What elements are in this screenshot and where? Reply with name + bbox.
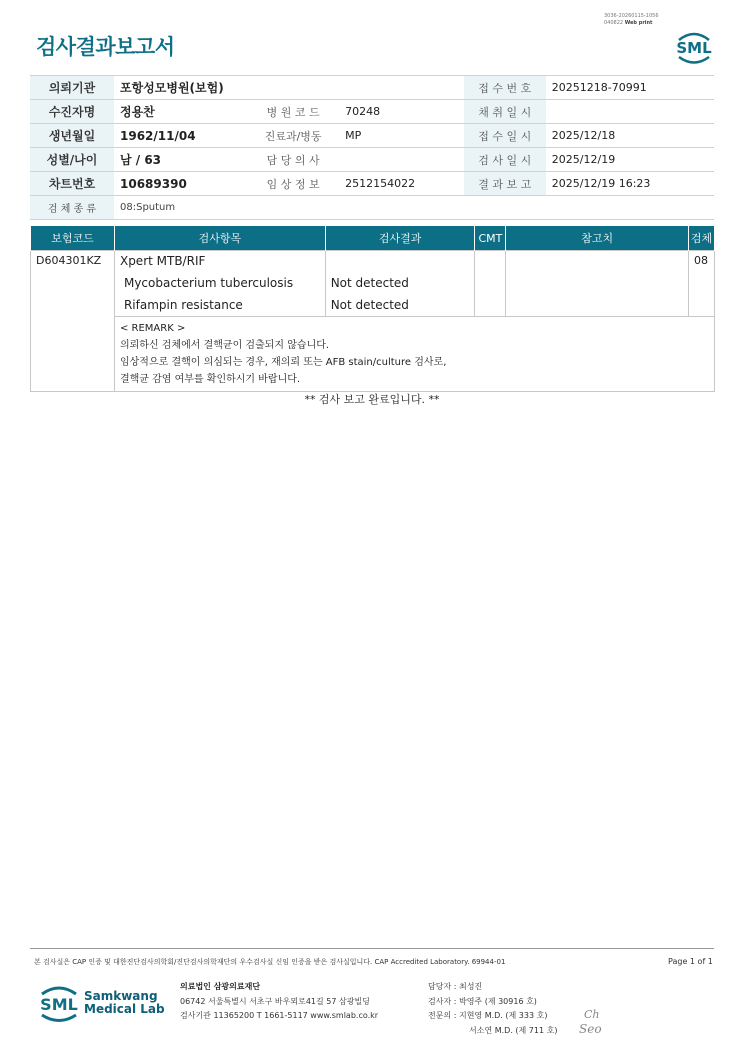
receipt-date-label: 접 수 일 시 — [464, 124, 546, 148]
patient-info-table — [30, 75, 714, 220]
staff-line: 담당자 : 최성진 — [428, 982, 483, 991]
receipt-no-label: 접 수 번 호 — [464, 76, 546, 100]
sml-logo-text: SML — [676, 39, 712, 57]
receipt-no-value: 20251218-70991 — [546, 76, 714, 100]
clinical-label: 임 상 정 보 — [247, 172, 339, 196]
col-cmt: CMT — [475, 226, 506, 251]
table-row — [31, 294, 715, 317]
item-name: Rifampin resistance — [114, 294, 325, 317]
accreditation-note: 본 검사실은 CAP 인증 및 대한진단검사의학회/진단검사의학재단의 우수검사실 신임 인증을 받은 검사실입니다. CAP Accredited Laboratory. 69944-01 — [34, 958, 506, 966]
print-id-prefix: 040822 — [604, 20, 624, 26]
brand-line2: Medical Lab — [84, 1002, 165, 1016]
requester-value: 포항성모병원(보험) — [114, 76, 464, 100]
remark-line: 결핵균 감염 여부를 확인하시기 바랍니다. — [119, 374, 301, 385]
staff-line: 전문의 : 지현영 M.D. (제 333 호) — [428, 1011, 548, 1020]
staff-line: 서소연 M.D. (제 711 호) — [469, 1025, 558, 1035]
table-row — [31, 251, 715, 273]
col-test-result: 검사결과 — [325, 226, 475, 251]
specimen-code: 08 — [688, 251, 714, 273]
col-insurance-code: 보험코드 — [31, 226, 115, 251]
signature: Seo — [579, 1022, 602, 1036]
remark-row — [31, 317, 715, 392]
receipt-date-value: 2025/12/18 — [546, 124, 714, 148]
item-result: Not detected — [325, 272, 475, 294]
sml-logo-icon — [36, 980, 82, 1026]
insurance-code: D604301KZ — [31, 251, 115, 273]
requester-label: 의뢰기관 — [30, 76, 114, 100]
org-address: 06742 서울특별시 서초구 바우뫼로41길 57 삼광빌딩 — [180, 996, 370, 1006]
clinical-value: 2512154022 — [339, 172, 464, 196]
print-id — [604, 13, 659, 27]
dept-label: 진료과/병동 — [247, 124, 339, 148]
test-name: Xpert MTB/RIF — [114, 251, 325, 273]
test-date-label: 검 사 일 시 — [464, 148, 546, 172]
sex-age-value: 남 / 63 — [114, 148, 247, 172]
hospital-code-label: 병 원 코 드 — [247, 100, 339, 124]
doctor-value — [339, 148, 464, 172]
chart-no-value: 10689390 — [114, 172, 247, 196]
patient-name-value: 정용찬 — [114, 100, 247, 124]
remark-line: 임상적으로 결핵이 의심되는 경우, 재의뢰 또는 AFB stain/culture 검사로, — [119, 357, 447, 368]
results-table — [30, 225, 715, 392]
doctor-label: 담 당 의 사 — [247, 148, 339, 172]
page-number: Page 1 of 1 — [668, 957, 713, 966]
birth-value: 1962/11/04 — [114, 124, 247, 148]
page-title: 검사결과보고서 — [36, 35, 175, 59]
item-name: Mycobacterium tuberculosis — [114, 272, 325, 294]
remark-title: < REMARK > — [119, 323, 186, 334]
footer-divider — [30, 948, 714, 949]
brand-name — [84, 990, 165, 1016]
patient-name-label: 수진자명 — [30, 100, 114, 124]
org-name: 의료법인 삼광의료재단 — [180, 982, 261, 991]
table-row — [31, 272, 715, 294]
specimen-type-value: 08:Sputum — [114, 196, 714, 220]
results-header-row — [31, 226, 715, 251]
chart-no-label: 차트번호 — [30, 172, 114, 196]
report-date-value: 2025/12/19 16:23 — [546, 172, 714, 196]
hospital-code-value: 70248 — [339, 100, 464, 124]
col-reference: 참고치 — [506, 226, 689, 251]
print-mode: Web print — [624, 20, 653, 26]
sml-logo-text: SML — [40, 995, 78, 1014]
staff-line: 검사자 : 박영주 (제 30916 호) — [428, 996, 537, 1006]
test-date-value: 2025/12/19 — [546, 148, 714, 172]
sml-logo-icon — [672, 26, 716, 66]
staff-info — [428, 980, 557, 1038]
sex-age-label: 성별/나이 — [30, 148, 114, 172]
completion-message: ** 검사 보고 완료입니다. ** — [304, 393, 440, 406]
birth-label: 생년월일 — [30, 124, 114, 148]
signature: Ch — [584, 1008, 600, 1021]
dept-value: MP — [339, 124, 464, 148]
remark-line: 의뢰하신 검체에서 결핵균이 검출되지 않습니다. — [119, 340, 330, 351]
col-specimen: 검체 — [688, 226, 714, 251]
print-id-line1: 3036-20260115-1056 — [604, 13, 659, 19]
collect-date-label: 채 취 일 시 — [464, 100, 546, 124]
organization-info — [180, 980, 378, 1024]
collect-date-value — [546, 100, 714, 124]
remark-block — [114, 317, 714, 392]
brand-line1: Samkwang — [84, 989, 158, 1003]
org-contact: 검사기관 11365200 T 1661-5117 www.smlab.co.kr — [180, 1011, 379, 1020]
item-result: Not detected — [325, 294, 475, 317]
specimen-type-label: 검 체 종 류 — [30, 196, 114, 220]
report-date-label: 결 과 보 고 — [464, 172, 546, 196]
col-test-item: 검사항목 — [114, 226, 325, 251]
